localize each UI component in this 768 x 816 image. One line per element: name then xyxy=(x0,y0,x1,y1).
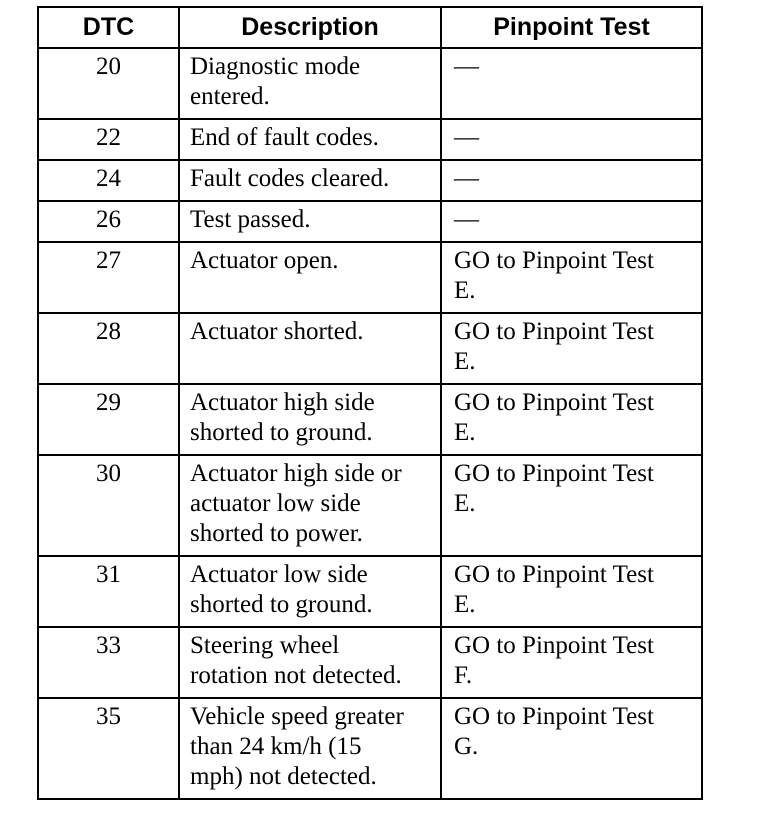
dtc-code-cell: 27 xyxy=(38,242,179,313)
pinpoint-test-line: GO to Pinpoint Test xyxy=(454,632,654,659)
description-line: shorted to power. xyxy=(190,520,363,547)
pinpoint-test-line: E. xyxy=(454,591,476,618)
pinpoint-test-cell xyxy=(441,627,702,698)
pinpoint-test-cell xyxy=(441,556,702,627)
pinpoint-test-line: G. xyxy=(454,733,479,760)
pinpoint-test-cell xyxy=(441,384,702,455)
dtc-code-cell: 28 xyxy=(38,313,179,384)
description-line: Fault codes cleared. xyxy=(190,165,390,192)
pinpoint-test-line: GO to Pinpoint Test xyxy=(454,703,654,730)
pinpoint-test-line: E. xyxy=(454,419,476,446)
table-row xyxy=(38,119,702,160)
description-cell xyxy=(179,242,441,313)
pinpoint-test-line: GO to Pinpoint Test xyxy=(454,389,654,416)
table-body xyxy=(38,48,702,799)
pinpoint-test-line: GO to Pinpoint Test xyxy=(454,318,654,345)
description-cell xyxy=(179,160,441,201)
description-cell xyxy=(179,313,441,384)
dtc-code-cell: 24 xyxy=(38,160,179,201)
pinpoint-test-cell xyxy=(441,48,702,119)
description-line: Actuator low side xyxy=(190,561,368,588)
dtc-code-cell: 35 xyxy=(38,698,179,799)
description-cell xyxy=(179,556,441,627)
pinpoint-test-cell xyxy=(441,201,702,242)
pinpoint-test-cell xyxy=(441,160,702,201)
header-pinpoint-test: Pinpoint Test xyxy=(441,7,702,48)
dtc-code-cell: 30 xyxy=(38,455,179,556)
pinpoint-test-line: F. xyxy=(454,662,473,689)
pinpoint-test-line: — xyxy=(454,206,479,233)
pinpoint-test-line: — xyxy=(454,124,479,151)
table-row xyxy=(38,627,702,698)
table-row xyxy=(38,384,702,455)
table-row xyxy=(38,455,702,556)
dtc-code-cell: 22 xyxy=(38,119,179,160)
description-line: End of fault codes. xyxy=(190,124,379,151)
pinpoint-test-line: — xyxy=(454,53,479,80)
pinpoint-test-cell xyxy=(441,242,702,313)
description-cell xyxy=(179,201,441,242)
description-line: than 24 km/h (15 xyxy=(190,733,362,760)
pinpoint-test-line: E. xyxy=(454,277,476,304)
description-cell xyxy=(179,119,441,160)
description-line: Diagnostic mode xyxy=(190,53,361,80)
header-row xyxy=(38,7,702,48)
pinpoint-test-line: E. xyxy=(454,348,476,375)
description-line: shorted to ground. xyxy=(190,591,373,618)
description-line: entered. xyxy=(190,83,270,110)
description-cell xyxy=(179,455,441,556)
description-line: Test passed. xyxy=(190,206,311,233)
pinpoint-test-line: GO to Pinpoint Test xyxy=(454,561,654,588)
pinpoint-test-cell xyxy=(441,698,702,799)
pinpoint-test-line: GO to Pinpoint Test xyxy=(454,247,654,274)
pinpoint-test-cell xyxy=(441,455,702,556)
header-dtc: DTC xyxy=(38,7,179,48)
table-row xyxy=(38,201,702,242)
description-line: mph) not detected. xyxy=(190,763,377,790)
pinpoint-test-line: — xyxy=(454,165,479,192)
description-line: Actuator high side xyxy=(190,389,375,416)
pinpoint-test-line: GO to Pinpoint Test xyxy=(454,460,654,487)
dtc-code-cell: 26 xyxy=(38,201,179,242)
table-row xyxy=(38,242,702,313)
header-description: Description xyxy=(179,7,441,48)
table-row xyxy=(38,313,702,384)
description-cell xyxy=(179,627,441,698)
description-line: Vehicle speed greater xyxy=(190,703,404,730)
description-line: Actuator open. xyxy=(190,247,339,274)
description-line: actuator low side xyxy=(190,490,361,517)
pinpoint-test-cell xyxy=(441,313,702,384)
dtc-code-cell: 20 xyxy=(38,48,179,119)
dtc-code-cell: 31 xyxy=(38,556,179,627)
description-cell xyxy=(179,384,441,455)
table-row xyxy=(38,160,702,201)
dtc-table xyxy=(37,6,703,800)
description-cell xyxy=(179,698,441,799)
description-cell xyxy=(179,48,441,119)
dtc-code-cell: 29 xyxy=(38,384,179,455)
description-line: rotation not detected. xyxy=(190,662,402,689)
table-row xyxy=(38,48,702,119)
description-line: shorted to ground. xyxy=(190,419,373,446)
description-line: Steering wheel xyxy=(190,632,340,659)
table-row xyxy=(38,556,702,627)
dtc-code-cell: 33 xyxy=(38,627,179,698)
table-row xyxy=(38,698,702,799)
pinpoint-test-line: E. xyxy=(454,490,476,517)
description-line: Actuator high side or xyxy=(190,460,402,487)
pinpoint-test-cell xyxy=(441,119,702,160)
description-line: Actuator shorted. xyxy=(190,318,364,345)
